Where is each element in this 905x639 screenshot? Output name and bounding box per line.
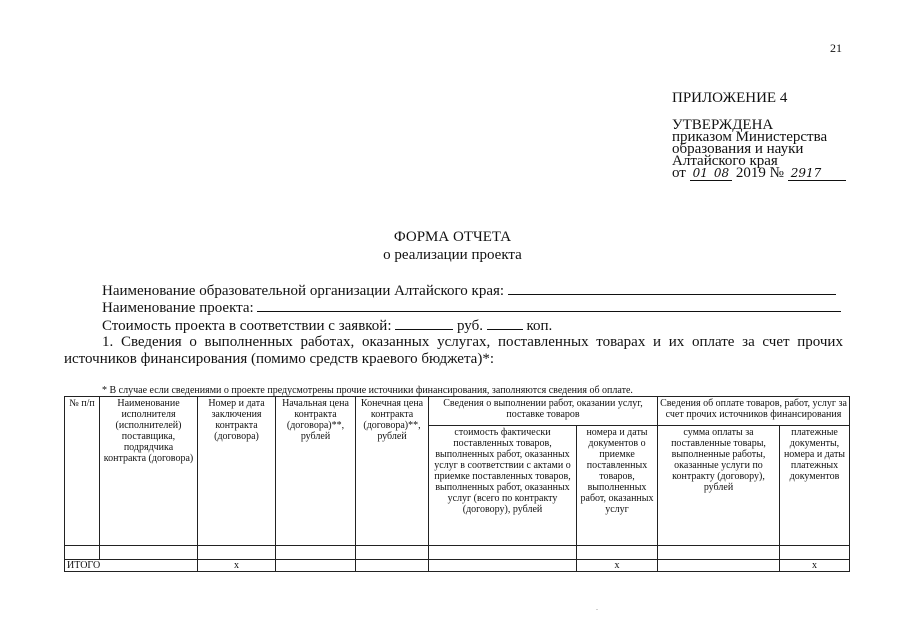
table-cell[interactable]	[65, 546, 100, 560]
table-cell[interactable]	[276, 546, 356, 560]
table-cell[interactable]	[780, 546, 850, 560]
cost-field	[102, 316, 552, 335]
total-label: ИТОГО	[65, 560, 198, 572]
org-name-label: Наименование образовательной организации Алтайского края:	[102, 283, 505, 299]
total-cell	[356, 560, 429, 572]
table-cell[interactable]	[577, 546, 658, 560]
approval-region: Алтайского края	[672, 153, 778, 169]
handwritten-order-number: 2917	[788, 167, 846, 181]
intro-word: услугах,	[437, 334, 491, 350]
intro-word: их	[668, 334, 685, 350]
intro-paragraph-line2: источников финансирования (помимо средств краевого бюджета)*:	[64, 351, 494, 367]
table-row	[65, 546, 850, 560]
intro-word: оказанных	[361, 334, 430, 350]
intro-word: работах,	[300, 334, 355, 350]
table-cell[interactable]	[198, 546, 276, 560]
intro-word: товарах	[596, 334, 646, 350]
intro-word: 1.	[102, 334, 114, 350]
total-cell	[429, 560, 577, 572]
footnote: * В случае если сведениями о проекте предусмотрены прочие источники финансирования, заполняются сведения об оплате.	[102, 385, 633, 396]
report-table	[64, 396, 850, 572]
handwritten-day: 01	[690, 167, 711, 181]
header-payment-docs: платежные документы, номера и даты платежных документов	[780, 426, 850, 546]
total-cell: x	[577, 560, 658, 572]
intro-word: за	[742, 334, 755, 350]
scan-mark: .	[596, 603, 598, 612]
table-cell[interactable]	[429, 546, 577, 560]
header-num: № п/п	[65, 397, 100, 546]
org-name-blank[interactable]	[508, 281, 836, 295]
table-cell[interactable]	[100, 546, 198, 560]
form-title: ФОРМА ОТЧЕТА	[393, 229, 512, 245]
total-cell	[658, 560, 780, 572]
approval-ministry: образования и науки	[672, 141, 804, 157]
header-payment-group: Сведения об оплате товаров, работ, услуг за счет прочих источников финансирования	[658, 397, 850, 426]
approved-title: УТВЕРЖДЕНА	[672, 117, 774, 133]
kop-label: коп.	[526, 318, 553, 334]
project-name-label: Наименование проекта:	[102, 300, 254, 316]
intro-word: выполненных	[204, 334, 293, 350]
header-actual-cost: стоимость фактически поставленных товаров, выполненных работ, оказанных услуг в соответствии с актами о приемке поставленных товаров, выполненных работ, оказанных услуг (всего по контракту (договору), рублей	[429, 426, 577, 546]
header-acceptance-docs: номера и даты документов о приемке поставленных товаров, выполненных работ, оказанных услуг	[577, 426, 658, 546]
total-cell: x	[780, 560, 850, 572]
intro-word: поставленных	[497, 334, 589, 350]
appendix-title: ПРИЛОЖЕНИЕ 4	[672, 90, 788, 106]
intro-word: и	[653, 334, 662, 350]
handwritten-month: 08	[711, 167, 732, 181]
table-cell[interactable]	[356, 546, 429, 560]
approval-date-line	[672, 167, 846, 181]
date-prefix: от	[672, 165, 686, 181]
approval-order: приказом Министерства	[672, 129, 828, 145]
header-contract-number: Номер и дата заключения контракта (договора)	[198, 397, 276, 546]
header-row-1	[65, 397, 850, 426]
header-executor: Наименование исполнителя (исполнителей) поставщика, подрядчика контракта (договора)	[100, 397, 198, 546]
cost-label: Стоимость проекта в соответствии с заявкой:	[102, 318, 392, 334]
intro-word: оплате	[691, 334, 735, 350]
project-name-field	[102, 298, 841, 317]
total-cell: x	[198, 560, 276, 572]
intro-paragraph-line1	[102, 334, 843, 351]
total-cell	[276, 560, 356, 572]
header-initial-price: Начальная цена контракта (договора)**, рублей	[276, 397, 356, 546]
intro-word: о	[189, 334, 197, 350]
header-performance-group: Сведения о выполнении работ, оказании услуг, поставке товаров	[429, 397, 658, 426]
kop-blank[interactable]	[487, 316, 523, 330]
total-row	[65, 560, 850, 572]
table-cell[interactable]	[658, 546, 780, 560]
intro-word: прочих	[797, 334, 843, 350]
year-text: 2019 №	[735, 165, 784, 181]
form-subtitle: о реализации проекта	[383, 247, 522, 263]
rub-label: руб.	[457, 318, 483, 334]
project-name-blank[interactable]	[257, 298, 841, 312]
header-paid-sum: сумма оплаты за поставленные товары, выполненные работы, оказанные услуги по контракту (договору), рублей	[658, 426, 780, 546]
page-number: 21	[830, 41, 842, 55]
header-final-price: Конечная цена контракта (договора)**, рублей	[356, 397, 429, 546]
rub-blank[interactable]	[395, 316, 453, 330]
intro-word: Сведения	[120, 334, 182, 350]
intro-word: счет	[762, 334, 790, 350]
